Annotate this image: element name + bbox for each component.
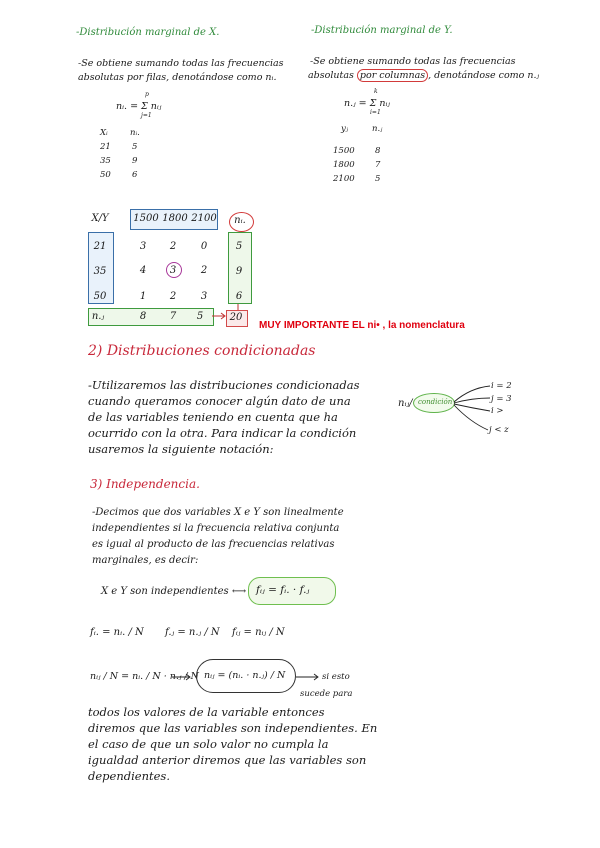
table-cell: 2	[200, 265, 208, 276]
row-total: 5	[235, 241, 243, 252]
y-row-freq: 8	[375, 146, 381, 156]
y-value: 1500	[133, 213, 159, 224]
y-row-value: 1500	[333, 146, 355, 156]
section3-title: 3) Independencia.	[90, 477, 200, 491]
marginal-y-title: -Distribución marginal de Y.	[311, 25, 453, 36]
marginal-y-formula: n.ⱼ = Σ nᵢⱼ	[344, 98, 390, 109]
branch-label: j < z	[489, 425, 509, 435]
marginal-x-line1: -Se obtiene sumando todas las frecuencias	[78, 58, 284, 69]
sum-bottom-x: j=1	[141, 112, 152, 119]
branch-label: i >	[491, 406, 504, 416]
section2-line: cuando queramos conocer algún dato de una	[88, 394, 351, 408]
x-row-freq: 5	[132, 142, 138, 152]
sum-top-x: p	[145, 91, 149, 98]
branch-label: j = 3	[491, 394, 512, 404]
y-row-freq: 5	[375, 174, 381, 184]
definition: fᵢ. = nᵢ. / N	[90, 627, 144, 638]
arrow-right-icon	[170, 672, 194, 682]
definition: fᵢⱼ = nᵢⱼ / N	[232, 627, 285, 638]
y-row-value: 2100	[333, 174, 355, 184]
x-col-header-1: nᵢ.	[130, 128, 140, 138]
section3-line: es igual al producto de las frecuencias relativas	[92, 539, 335, 550]
table-cell: 2	[169, 241, 177, 252]
table-cell: 3	[139, 241, 147, 252]
table-cell: 0	[200, 241, 208, 252]
x-col-header-0: Xᵢ	[100, 128, 108, 138]
marginal-y-line2-c: , denotándose como n.ⱼ	[428, 70, 540, 81]
table-cell: 4	[139, 265, 147, 276]
y-row-freq: 7	[375, 160, 381, 170]
marginal-y-line1: -Se obtiene sumando todas las frecuencias	[310, 56, 516, 67]
independence-formula: fᵢⱼ = fᵢ. · f.ⱼ	[256, 584, 310, 596]
branch-label: i = 2	[491, 381, 512, 391]
sum-top-y: k	[374, 88, 378, 95]
definition: f.ⱼ = n.ⱼ / N	[165, 627, 220, 638]
row-total: 9	[235, 266, 243, 277]
y-value: 2100	[191, 213, 217, 224]
section3-line: marginales, es decir:	[92, 555, 199, 566]
x-value: 50	[93, 291, 107, 302]
col-total: 7	[169, 311, 177, 322]
section2-line: usaremos la siguiente notación:	[88, 442, 274, 456]
condition-label: condición	[418, 398, 453, 406]
grand-total: 20	[229, 312, 243, 323]
important-note: MUY IMPORTANTE EL ni• , la nomenclatura	[259, 320, 465, 331]
marginal-x-formula: nᵢ. = Σ nᵢⱼ	[116, 101, 162, 112]
col-total: 8	[139, 311, 147, 322]
independence-label: X e Y son independientes ⟷	[101, 586, 247, 597]
y-row-value: 1800	[333, 160, 355, 170]
notation-label: nᵢⱼ/	[398, 398, 413, 409]
table-cell: 2	[169, 291, 177, 302]
section3-end-line: diremos que las variables son independientes. En	[88, 721, 378, 735]
arrows-icon	[200, 300, 260, 330]
section3-end-line: el caso de que un solo valor no cumpla la	[88, 737, 329, 751]
sum-bottom-y: i=1	[370, 109, 381, 116]
row-total: 6	[235, 291, 243, 302]
x-row-freq: 6	[132, 170, 138, 180]
corner-label: X/Y	[91, 213, 109, 224]
section3-line: independientes si la frecuencia relativa conjunta	[92, 523, 340, 534]
section3-end-line: todos los valores de la variable entonces	[88, 705, 325, 719]
marginal-y-line2-a: absolutas	[308, 70, 354, 81]
table-cell: 1	[139, 291, 147, 302]
highlight-por-columnas: por columnas	[357, 69, 428, 82]
section2-line: de las variables teniendo en cuenta que ha	[88, 410, 338, 424]
arrow-right-icon	[294, 672, 322, 682]
marginal-x-line2: absolutas por filas, denotándose como nᵢ.	[78, 72, 277, 83]
x-value: 21	[93, 241, 107, 252]
col-total: 5	[196, 311, 204, 322]
marginal-x-title: -Distribución marginal de X.	[76, 27, 220, 38]
side-note: sucede para	[300, 689, 353, 699]
table-cell: 3	[200, 291, 208, 302]
section3-line: -Decimos que dos variables X e Y son linealmente	[92, 507, 344, 518]
section3-end-line: dependientes.	[88, 769, 170, 783]
y-value: 1800	[162, 213, 188, 224]
section2-title: 2) Distribuciones condicionadas	[88, 343, 316, 359]
section2-line: ocurrido con la otra. Para indicar la condición	[88, 426, 357, 440]
x-row-value: 50	[100, 170, 111, 180]
section2-line: -Utilizaremos las distribuciones condicionadas	[88, 378, 360, 392]
col-total-label: n.ⱼ	[91, 311, 105, 322]
table-cell: 3	[169, 265, 177, 276]
marginal-y-line2	[308, 69, 539, 82]
section3-end-line: igualdad anterior diremos que las variables son	[88, 753, 367, 767]
cloud-formula: nᵢⱼ = (nᵢ. · n.ⱼ) / N	[204, 670, 286, 681]
x-row-freq: 9	[132, 156, 138, 166]
x-value: 35	[93, 266, 107, 277]
y-col-header-1: n.ⱼ	[372, 124, 383, 134]
x-row-value: 21	[100, 142, 111, 152]
total-label: nᵢ.	[234, 215, 246, 226]
x-row-value: 35	[100, 156, 111, 166]
side-note: si esto	[322, 672, 350, 682]
y-col-header-0: yⱼ	[341, 124, 349, 134]
equality-left: nᵢⱼ / N = nᵢ. / N · n.ⱼ / N	[90, 671, 199, 682]
